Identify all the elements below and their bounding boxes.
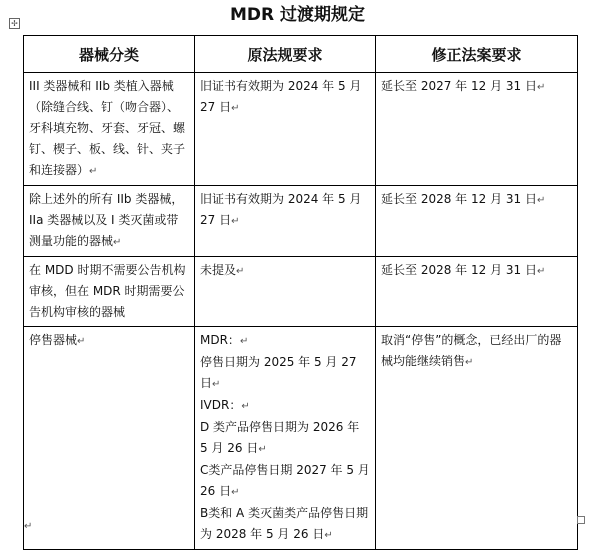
table-resize-handle-icon[interactable] [577,516,585,524]
paragraph-mark-icon: ↵ [236,266,245,277]
cell-original [195,327,376,550]
paragraph-mark-icon: ↵ [89,166,98,177]
cell-original [195,73,376,186]
cell-category [24,186,195,257]
header-original-requirement: 原法规要求 [195,36,376,73]
table-row [24,327,578,550]
header-device-category: 器械分类 [24,36,195,73]
cell-category [24,73,195,186]
cell-text: 取消“停售”的概念，已经出厂的器械均能继续销售 [381,333,562,368]
cell-text: 未提及 [200,263,237,277]
transition-rules-table [23,35,578,550]
cell-amended [376,186,578,257]
cell-line: MDR：↵ [200,333,249,347]
document-title: MDR 过渡期规定 [229,5,366,25]
paragraph-mark-icon: ↵ [113,237,122,248]
header-amended-requirement: 修正法案要求 [376,36,578,73]
cell-text: 延长至 2027 年 12 月 31 日 [381,79,537,93]
table-row [24,257,578,327]
cell-text: 旧证书有效期为 2024 年 5 月 27 日 [200,79,362,114]
table-header-row [24,36,578,73]
cell-text: 除上述外的所有 IIb 类器械，IIa 类器械以及 I 类灭菌或带测量功能的器械 [29,192,184,248]
cell-line: C类产品停售日期 2027 年 5 月 26 日↵ [200,463,370,498]
paragraph-mark-icon: ↵ [536,266,546,277]
cell-category [24,257,195,327]
table-move-handle-icon[interactable]: ✢ [9,18,20,29]
cell-text: III 类器械和 IIb 类植入器械（除缝合线、钉（吻合器）、牙科填充物、牙套、牙冠、螺钉、楔子、板、线、针、夹子和连接器） [29,79,186,177]
paragraph-mark-icon: ↵ [231,216,240,227]
table-row [24,73,578,186]
cell-original [195,257,376,327]
paragraph-mark-icon: ↵ [465,357,474,368]
cell-text: 停售器械 [29,333,78,347]
paragraph-mark-icon: ↵ [536,195,546,206]
cell-original [195,186,376,257]
table-row [24,186,578,257]
paragraph-mark-icon: ↵ [24,521,33,532]
cell-line: 停售日期为 2025 年 5 月 27 日↵ [200,355,357,390]
cell-text: 在 MDD 时期不需要公告机构审核，但在 MDR 时期需要公告机构审核的器械 [29,263,186,319]
cell-amended [376,327,578,550]
cell-line: IVDR：↵ [200,398,250,412]
cell-amended [376,73,578,186]
paragraph-mark-icon: ↵ [77,336,86,347]
cell-category [24,327,195,550]
cell-line: B类和 A 类灭菌类产品停售日期为 2028 年 5 月 26 日↵ [200,506,369,541]
cell-text: 旧证书有效期为 2024 年 5 月 27 日 [200,192,362,227]
paragraph-mark-icon: ↵ [536,82,546,93]
cell-amended [376,257,578,327]
cell-text: 延长至 2028 年 12 月 31 日 [381,263,537,277]
cell-text: 延长至 2028 年 12 月 31 日 [381,192,537,206]
cell-line: D 类产品停售日期为 2026 年 5 月 26 日↵ [200,420,360,455]
paragraph-mark-icon: ↵ [231,103,240,114]
